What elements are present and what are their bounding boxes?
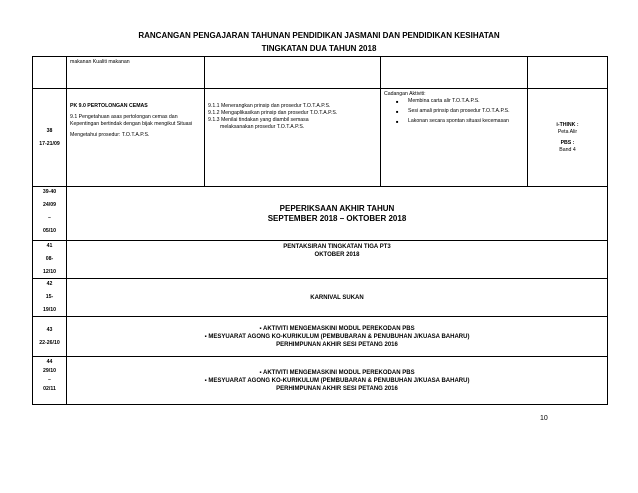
activity-cell <box>381 57 528 89</box>
week-cell <box>33 279 67 317</box>
week-cell <box>33 357 67 405</box>
table-row <box>33 89 608 187</box>
event-item: ▪ MESYUARAT AGONG KO-KURIKULUM (PEMBUBARAN & PENUBUHAN J/KUASA BAHARU) <box>204 333 470 340</box>
week-date: 29/10 <box>43 368 56 374</box>
page-number: 10 <box>540 415 548 422</box>
event-cell <box>67 187 608 241</box>
standard-item: melaksanakan prosedur T.O.T.A.P.S. <box>220 124 305 130</box>
week-date: 05/10 <box>43 228 56 234</box>
lesson-plan-table <box>32 56 608 405</box>
event-item: ▪ MESYUARAT AGONG KO-KURIKULUM (PEMBUBARAN & PENUBUHAN J/KUASA BAHARU) <box>204 377 470 384</box>
event-cell <box>67 279 608 317</box>
event-title: KARNIVAL SUKAN <box>310 294 364 301</box>
ithink-label: i-THINK : <box>556 121 579 128</box>
week-number: 42 <box>46 281 53 287</box>
table-row <box>33 57 608 89</box>
week-date: 24/09 <box>43 202 56 208</box>
event-cell <box>67 317 608 357</box>
table-row <box>33 187 608 241</box>
week-number: 39-40 <box>42 189 57 195</box>
week-cell <box>33 57 67 89</box>
standard-item: 9.1.1 Menerangkan prinsip dan prosedur T.O.T.A.P.S. <box>208 103 331 109</box>
week-date: 02/11 <box>43 386 56 392</box>
week-number: 38 <box>46 127 53 134</box>
event-cell <box>67 357 608 405</box>
pbs-label: PBS : <box>560 139 575 146</box>
table-row <box>33 357 608 405</box>
unit-text: makanan Kualiti makanan <box>70 59 130 65</box>
notes-cell <box>528 89 608 187</box>
activity-item: ■ Sesi amali prinsip dan prosedur T.O.T.A.P.S. <box>408 108 524 115</box>
event-item: ▪ AKTIVITI MENGEMASKINI MODUL PEREKODAN PBS <box>259 325 415 332</box>
week-cell <box>33 89 67 187</box>
standard-item: 9.1.2 Mengaplikasikan prinsip dan prosedur T.O.T.A.P.S. <box>208 110 338 116</box>
week-date: 17-21/09 <box>39 140 60 147</box>
week-number: 41 <box>46 243 53 249</box>
unit-title: PK 9.0 PERTOLONGAN CEMAS <box>70 103 148 109</box>
week-date-separator: – <box>48 215 51 221</box>
unit-procedure: Mengetahui prosedur: T.O.T.A.P.S. <box>70 132 150 138</box>
pbs-value: Band 4 <box>559 146 576 153</box>
notes-cell <box>528 57 608 89</box>
week-date: 12/10 <box>43 269 56 275</box>
event-dates: SEPTEMBER 2018 – OKTOBER 2018 <box>267 213 407 223</box>
activity-item: ■ Membina carta alir T.O.T.A.P.S. <box>408 98 524 105</box>
table-row <box>33 279 608 317</box>
document-title: RANCANGAN PENGAJARAN TAHUNAN PENDIDIKAN JASMANI DAN PENDIDIKAN KESIHATAN <box>138 31 500 40</box>
event-item: PERHIMPUNAN AKHIR SESI PETANG 2016 <box>276 385 398 392</box>
week-date-separator: – <box>48 377 51 383</box>
week-date: 15- <box>45 294 54 300</box>
event-item: PERHIMPUNAN AKHIR SESI PETANG 2016 <box>276 341 398 348</box>
document-subtitle: TINGKATAN DUA TAHUN 2018 <box>261 44 377 53</box>
week-cell <box>33 187 67 241</box>
event-title: PENTAKSIRAN TINGKATAN TIGA PT3 <box>283 244 391 250</box>
week-cell <box>33 241 67 279</box>
activity-cell <box>381 89 528 187</box>
event-dates: OKTOBER 2018 <box>314 252 360 258</box>
event-cell <box>67 241 608 279</box>
week-number: 43 <box>46 326 53 333</box>
week-cell <box>33 317 67 357</box>
activity-heading: Cadangan Aktiviti: <box>384 91 426 97</box>
activity-item: ■ Lakonan secara spontan situasi kecemasan <box>408 118 524 125</box>
table-row <box>33 317 608 357</box>
unit-standard: 9.1 Pengetahuan asas pertolongan cemas dan Kepentingan bertindak dengan bijak mengikut Situasi <box>70 114 193 127</box>
week-date: 22-26/10 <box>39 339 60 346</box>
event-item: ▪ AKTIVITI MENGEMASKINI MODUL PEREKODAN PBS <box>259 369 415 376</box>
standard-item: 9.1.3 Menilai tindakan yang diambil semasa <box>208 117 309 123</box>
unit-cell <box>67 57 205 89</box>
standard-cell <box>205 89 381 187</box>
standard-cell <box>205 57 381 89</box>
week-date: 19/10 <box>43 307 56 313</box>
event-title: PEPERIKSAAN AKHIR TAHUN <box>279 203 395 213</box>
ithink-value: Peta Alir <box>557 128 578 135</box>
week-number: 44 <box>46 359 53 365</box>
table-row <box>33 241 608 279</box>
unit-cell <box>67 89 205 187</box>
week-date: 08- <box>45 256 54 262</box>
